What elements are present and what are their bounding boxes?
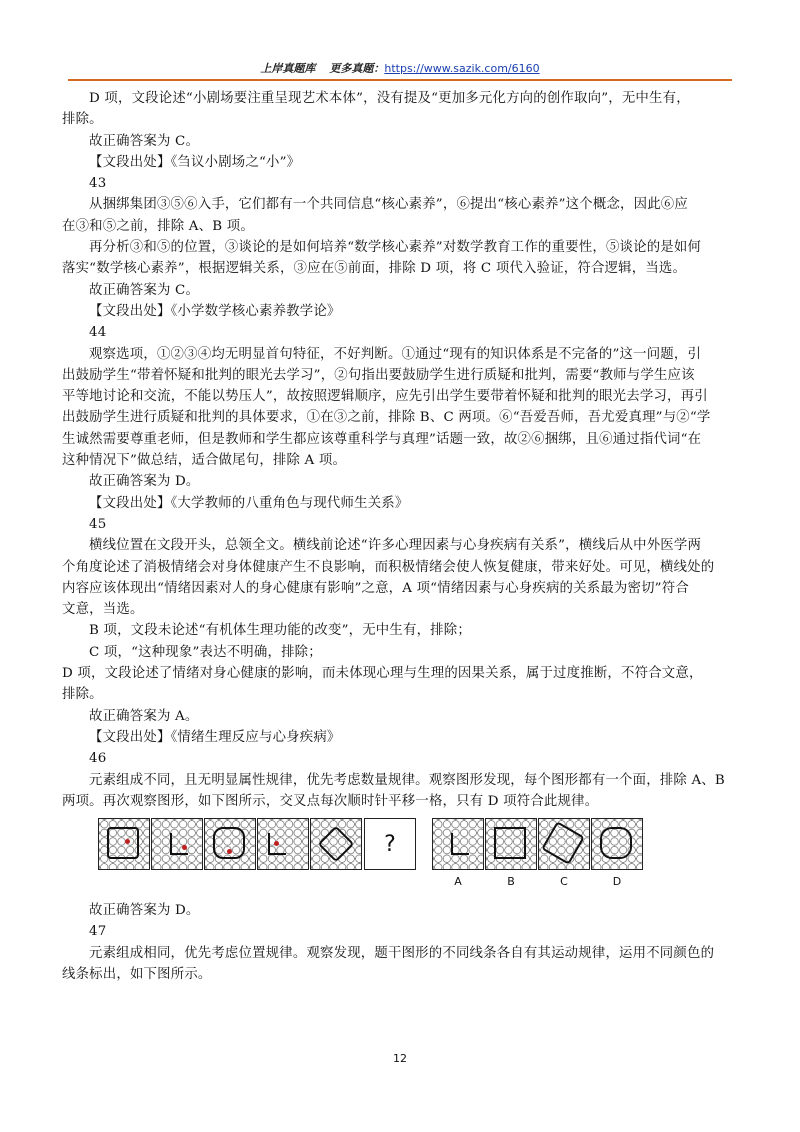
option-figure-a xyxy=(432,818,484,870)
answer-line: 故正确答案为 D。 xyxy=(89,903,200,919)
body-line: 出鼓励学生进行质疑和批判的具体要求，①在③之前，排除 B、C 两项。⑥“吾爱吾师，吾尤爱真理”与②“学 xyxy=(62,410,711,426)
body-line: 出鼓励学生“带着怀疑和批判的眼光去学习”，②句指出要鼓励学生进行质疑和批判，需要“教师与学生应该 xyxy=(62,367,695,383)
body-line: 个角度论述了消极情绪会对身体健康产生不良影响，而积极情绪会使人恢复健康，带来好处。可见，横线处的 xyxy=(62,559,715,575)
document-body xyxy=(62,88,738,985)
question-number: 45 xyxy=(89,516,107,532)
figure-shape xyxy=(213,827,245,859)
page-header xyxy=(0,60,800,76)
figure-shape xyxy=(107,827,139,859)
stem-figure-3 xyxy=(204,818,256,870)
figure-shape xyxy=(318,826,355,863)
body-line: D 项，文段论述了情绪对身心健康的影响，而未体现心理与生理的因果关系，属于过度推断，不符合文意， xyxy=(62,666,703,682)
answer-line: 故正确答案为 A。 xyxy=(89,708,199,724)
body-line: 这种情况下”做总结，适合做尾句，排除 A 项。 xyxy=(62,453,347,469)
stem-figure-2 xyxy=(151,818,203,870)
question-mark-box xyxy=(364,818,416,870)
body-line: 落实“数学核心素养”，根据逻辑关系，③应在⑤前面，排除 D 项，将 C 项代入验证，符合逻辑，当选。 xyxy=(62,261,687,277)
question-number: 44 xyxy=(89,325,107,341)
header-rule xyxy=(68,79,732,81)
source-line: 【文段出处】《小学数学核心素养教学论》 xyxy=(89,303,341,319)
body-line: D 项，文段论述“小剧场要注重呈现艺术本体”，没有提及“更加多元化方向的创作取向”，无中生有， xyxy=(89,91,690,106)
figure-shape xyxy=(600,827,632,859)
body-line: 两项。再次观察图形，如下图所示，交叉点每次顺时针平移一格，只有 D 项符合此规律。 xyxy=(62,793,599,809)
body-line: 排除。 xyxy=(62,112,103,128)
answer-line: 故正确答案为 D。 xyxy=(89,474,200,490)
source-line: 【文段出处】《大学教师的八重角色与现代师生关系》 xyxy=(89,495,409,511)
answer-line: 故正确答案为 C。 xyxy=(89,282,200,298)
body-line: 元素组成不同，且无明显属性规律，优先考虑数量规律。观察图形发现，每个图形都有一个面，排除 A、B xyxy=(89,772,725,788)
source-line: 【文段出处】《刍议小剧场之“小”》 xyxy=(89,154,301,170)
figure-shape xyxy=(451,833,469,855)
body-line: 横线位置在文段开头，总领全文。横线前论述“许多心理因素与心身疾病有关系”，横线后从中外医学两 xyxy=(89,538,702,554)
option-label-d: D xyxy=(612,875,622,889)
header-site: 上岸真题库 xyxy=(260,62,316,75)
header-link[interactable]: https://www.sazik.com/6160 xyxy=(384,62,540,75)
question-number: 43 xyxy=(89,176,107,192)
figure-shape xyxy=(170,833,188,855)
body-line: 从捆绑集团③⑤⑥入手，它们都有一个共同信息“核心素养”，⑥提出“核心素养”这个概念，因此⑥应 xyxy=(89,197,688,213)
body-line: 排除。 xyxy=(62,687,103,703)
body-line: 元素组成相同，优先考虑位置规律。观察发现，题干图形的不同线条各自有其运动规律，运用不同颜色的 xyxy=(89,945,715,961)
body-line: 内容应该体现出“情绪因素对人的身心健康有影响”之意，A 项“情绪因素与心身疾病的关系最为密切”符合 xyxy=(62,580,689,596)
body-line: 平等地讨论和交流，不能以势压人”，故按照逻辑顺序，应先引出学生要带着怀疑和批判的眼光去学习，再引 xyxy=(62,389,708,405)
body-line: 再分析③和⑤的位置，③谈论的是如何培养“数学核心素养”对数学教育工作的重要性，⑤谈论的是如何 xyxy=(89,240,702,256)
question-mark: ? xyxy=(384,831,396,857)
question-number: 46 xyxy=(89,751,107,767)
option-label-a: A xyxy=(454,875,462,889)
body-line: B 项，文段未论述“有机体生理功能的改变”，无中生有，排除； xyxy=(89,623,471,639)
body-line: 线条标出，如下图所示。 xyxy=(62,966,212,982)
option-figure-b xyxy=(485,818,537,870)
figure-shape xyxy=(494,827,526,859)
stem-figure-5 xyxy=(310,818,362,870)
answer-line: 故正确答案为 C。 xyxy=(89,133,200,149)
stem-figure-1 xyxy=(98,818,150,870)
body-line: 在③和⑤之前，排除 A、B 项。 xyxy=(62,218,254,234)
question-number: 47 xyxy=(89,924,107,940)
stem-figure-4 xyxy=(257,818,309,870)
source-line: 【文段出处】《情绪生理反应与心身疾病》 xyxy=(89,729,341,745)
body-line: 观察选项，①②③④均无明显首句特征，不好判断。①通过“现有的知识体系是不完备的”这一问题，引 xyxy=(89,346,702,362)
option-figure-c xyxy=(538,818,590,870)
page-number: 12 xyxy=(393,1052,407,1065)
puzzle-figure xyxy=(98,818,738,900)
body-line: C 项，“这种现象”表达不明确，排除； xyxy=(89,644,322,660)
option-label-c: C xyxy=(560,875,568,889)
body-line: 文意，当选。 xyxy=(62,602,144,618)
figure-shape xyxy=(541,821,585,865)
header-label: 更多真题： xyxy=(329,62,385,75)
option-label-b: B xyxy=(507,875,515,889)
body-line: 生诚然需要尊重老师，但是教师和学生都应该尊重科学与真理”话题一致，故②⑥捆绑，且⑥通过指代词“在 xyxy=(62,431,702,447)
option-figure-d xyxy=(591,818,643,870)
